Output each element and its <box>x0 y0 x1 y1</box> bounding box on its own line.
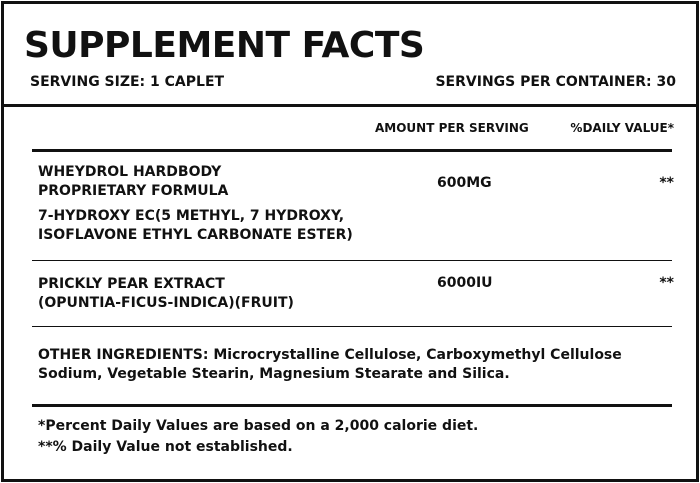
ingredient-amount: 600MG <box>437 175 492 191</box>
footnote: **% Daily Value not established. <box>38 439 293 455</box>
ingredient-daily-value: ** <box>659 275 674 291</box>
ingredient-name <box>38 275 294 313</box>
header-amount-per-serving: AMOUNT PER SERVING <box>375 121 529 135</box>
divider-thick <box>4 104 696 107</box>
servings-per-container: SERVINGS PER CONTAINER: 30 <box>435 74 676 90</box>
ingredient-name-line: (OPUNTIA-FICUS-INDICA)(FRUIT) <box>38 295 294 311</box>
ingredient-subcomponent <box>38 207 353 245</box>
ingredient-sub-line: ISOFLAVONE ETHYL CARBONATE ESTER) <box>38 227 353 243</box>
ingredient-name-line: WHEYDROL HARDBODY <box>38 164 222 180</box>
ingredient-amount: 6000IU <box>437 275 493 291</box>
ingredient-daily-value: ** <box>659 175 674 191</box>
panel-title: SUPPLEMENT FACTS <box>24 25 425 66</box>
divider-footnotes <box>32 404 672 407</box>
other-ingredients <box>38 346 678 384</box>
ingredient-sub-line: 7-HYDROXY EC(5 METHYL, 7 HYDROXY, <box>38 208 345 224</box>
serving-size: SERVING SIZE: 1 CAPLET <box>30 74 225 90</box>
header-daily-value: %DAILY VALUE* <box>570 121 674 135</box>
other-ingredients-line: OTHER INGREDIENTS: Microcrystalline Cellulose, Carboxymethyl Cellulose <box>38 347 622 363</box>
footnote: *Percent Daily Values are based on a 2,000 calorie diet. <box>38 418 479 434</box>
divider-row <box>32 260 672 261</box>
ingredient-name-line: PRICKLY PEAR EXTRACT <box>38 276 225 292</box>
supplement-facts-panel <box>1 1 699 482</box>
divider-header <box>32 149 672 152</box>
divider-row <box>32 326 672 327</box>
ingredient-name <box>38 163 228 201</box>
other-ingredients-line: Sodium, Vegetable Stearin, Magnesium Stearate and Silica. <box>38 366 510 382</box>
ingredient-name-line: PROPRIETARY FORMULA <box>38 183 229 199</box>
